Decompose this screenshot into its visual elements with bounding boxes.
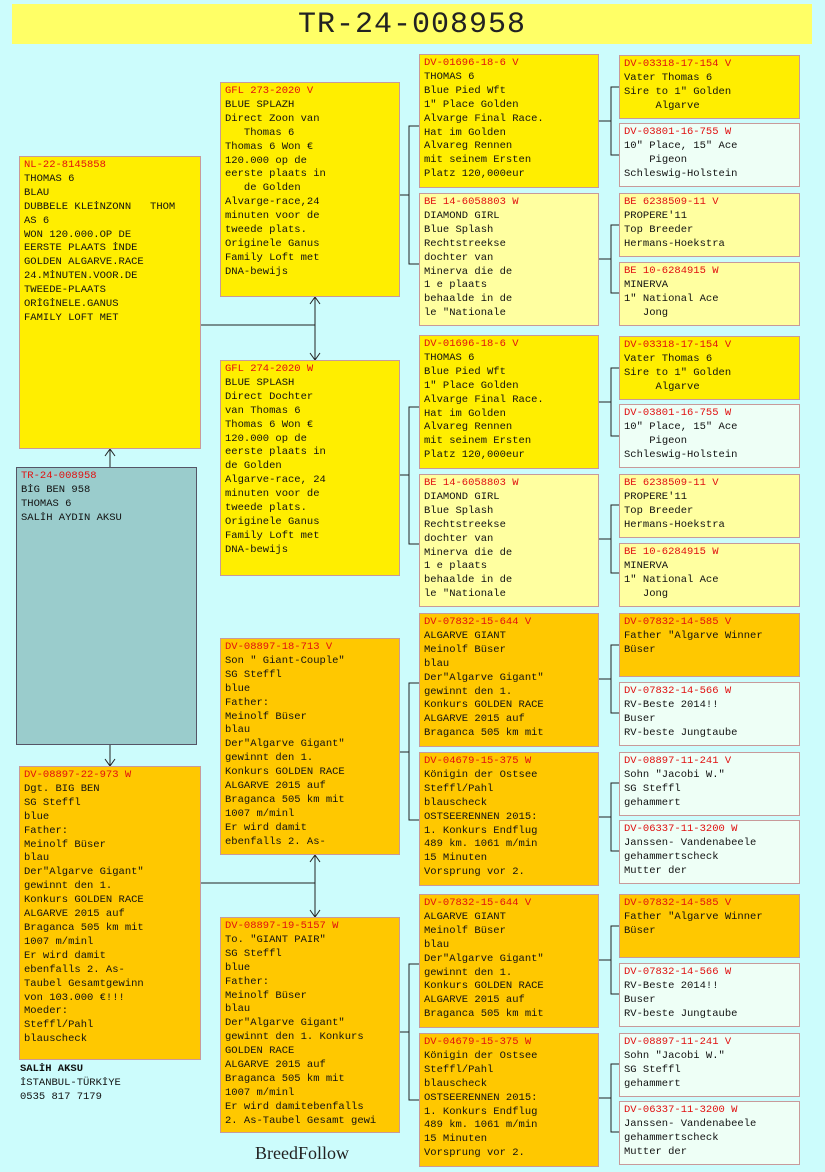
ancestor-card[interactable] [419,1033,599,1167]
ancestor-ring-number: DV-01696-18-6 V [424,57,519,69]
dam-dam-card[interactable] [220,917,400,1133]
ancestor-ring-number: DV-01696-18-6 V [424,338,519,350]
ancestor-card[interactable] [619,682,800,746]
subject-details: BİG BEN 958 THOMAS 6 SALİH AYDIN AKSU [21,483,122,524]
ancestor-ring-number: DV-04679-15-375 W [424,755,532,767]
ancestor-ring-number: DV-08897-11-241 V [624,1036,732,1048]
ancestor-ring-number: DV-06337-11-3200 W [624,823,738,835]
ancestor-details: MINERVA 1" National Ace Jong [624,559,719,600]
ancestor-card[interactable] [619,1101,800,1165]
ancestor-ring-number: DV-03318-17-154 V [624,58,732,70]
ancestor-details: Königin der Ostsee Steffl/Pahl blauscheck OSTSEERENNEN 2015: 1. Konkurs Endflug 489 km. 1061 m/min 15 Minuten Vorsprung vor 2. [424,1049,538,1160]
ancestor-details: Janssen- Vandenabeele gehammertscheck Mutter der [624,836,757,877]
sire-ring-number: NL-22-8145858 [24,159,106,171]
sire-sire-card[interactable] [220,82,400,297]
pedigree-title: TR-24-008958 [12,4,812,44]
ancestor-ring-number: DV-03801-16-755 W [624,407,732,419]
ancestor-details: Sohn "Jacobi W." SG Steffl gehammert [624,1049,725,1090]
ancestor-card[interactable] [419,474,599,607]
dam-details: Dgt. BIG BEN SG Steffl blue Father: Meinolf Büser blau Der"Algarve Gigant" gewinnt den 1. Konkurs GOLDEN RACE ALGARVE 2015 auf Braganca 505 km mit 1007 m/minl Er wird damit ebenfalls 2. As- Taubel Gesamtgewinn von 103.000 €!!! Moeder: Steffl/Pahl blauscheck [24,782,144,1046]
subject-card[interactable] [16,467,197,745]
ancestor-ring-number: BE 6238509-11 V [624,196,719,208]
dam-ring-number: DV-08897-22-973 W [24,769,132,781]
ancestor-card[interactable] [619,474,800,538]
ancestor-ring-number: DV-07832-14-566 W [624,966,732,978]
ancestor-ring-number: DV-04679-15-375 W [424,1036,532,1048]
ancestor-card[interactable] [419,54,599,188]
ancestor-card[interactable] [619,55,800,119]
ancestor-card[interactable] [619,404,800,468]
ancestor-details: Janssen- Vandenabeele gehammertscheck Mutter der [624,1117,757,1158]
dam-card[interactable] [19,766,201,1060]
ancestor-card[interactable] [419,335,599,469]
sire-dam-card[interactable] [220,360,400,576]
dam-sire-ring-number: DV-08897-18-713 V [225,641,333,653]
subject-ring-number: TR-24-008958 [21,470,97,482]
dam-sire-details: Son " Giant-Couple" SG Steffl blue Father: Meinolf Büser blau Der"Algarve Gigant" gewinnt den 1. Konkurs GOLDEN RACE ALGARVE 2015 auf Braganca 505 km mit 1007 m/minl Er wird damit ebenfalls 2. As- [225,654,345,848]
ancestor-ring-number: DV-07832-15-644 V [424,897,532,909]
ancestor-card[interactable] [619,752,800,816]
ancestor-card[interactable] [619,1033,800,1097]
dam-sire-card[interactable] [220,638,400,855]
ancestor-card[interactable] [619,123,800,187]
owner-city: İSTANBUL-TÜRKİYE [20,1077,121,1089]
ancestor-card[interactable] [419,894,599,1028]
ancestor-details: 10" Place, 15" Ace Pigeon Schleswig-Holstein [624,420,738,461]
ancestor-details: Vater Thomas 6 Sire to 1" Golden Algarve [624,71,732,112]
ancestor-details: Sohn "Jacobi W." SG Steffl gehammert [624,768,725,809]
owner-info [20,1062,121,1104]
ancestor-ring-number: BE 6238509-11 V [624,477,719,489]
ancestor-ring-number: DV-07832-14-566 W [624,685,732,697]
ancestor-details: 10" Place, 15" Ace Pigeon Schleswig-Holstein [624,139,738,180]
ancestor-card[interactable] [619,820,800,884]
ancestor-card[interactable] [619,262,800,326]
sire-sire-details: BLUE SPLAZH Direct Zoon van Thomas 6 Thomas 6 Won € 120.000 op de eerste plaats in de Golden Alvarge-race,24 minuten voor de tweede plats. Originele Ganus Family Loft met DNA-bewijs [225,98,326,278]
ancestor-details: ALGARVE GIANT Meinolf Büser blau Der"Algarve Gigant" gewinnt den 1. Konkurs GOLDEN RACE ALGARVE 2015 auf Braganca 505 km mit [424,629,544,740]
ancestor-ring-number: DV-03801-16-755 W [624,126,732,138]
ancestor-details: PROPERE'11 Top Breeder Hermans-Hoekstra [624,490,725,531]
sire-dam-details: BLUE SPLASH Direct Dochter van Thomas 6 Thomas 6 Won € 120.000 op de eerste plaats in de Golden Algarve-race, 24 minuten voor de tweede plats. Originele Ganus Family Loft met DNA-bewijs [225,376,326,556]
ancestor-card[interactable] [619,193,800,257]
ancestor-details: RV-Beste 2014!! Buser RV-beste Jungtaube [624,698,738,739]
ancestor-ring-number: DV-06337-11-3200 W [624,1104,738,1116]
ancestor-details: MINERVA 1" National Ace Jong [624,278,719,319]
ancestor-details: PROPERE'11 Top Breeder Hermans-Hoekstra [624,209,725,250]
ancestor-details: Father "Algarve Winner Büser [624,910,763,937]
sire-dam-ring-number: GFL 274-2020 W [225,363,314,375]
ancestor-ring-number: DV-07832-15-644 V [424,616,532,628]
dam-dam-ring-number: DV-08897-19-5157 W [225,920,339,932]
ancestor-details: RV-Beste 2014!! Buser RV-beste Jungtaube [624,979,738,1020]
ancestor-ring-number: BE 14-6058803 W [424,196,519,208]
sire-card[interactable] [19,156,201,449]
ancestor-ring-number: BE 14-6058803 W [424,477,519,489]
ancestor-card[interactable] [419,193,599,326]
ancestor-card[interactable] [419,752,599,886]
sire-sire-ring-number: GFL 273-2020 V [225,85,314,97]
ancestor-details: DIAMOND GIRL Blue Splash Rechtstreekse dochter van Minerva die de 1 e plaats behaalde in de le "Nationale [424,490,513,601]
ancestor-details: ALGARVE GIANT Meinolf Büser blau Der"Algarve Gigant" gewinnt den 1. Konkurs GOLDEN RACE ALGARVE 2015 auf Braganca 505 km mit [424,910,544,1021]
ancestor-details: DIAMOND GIRL Blue Splash Rechtstreekse dochter van Minerva die de 1 e plaats behaalde in de le "Nationale [424,209,513,320]
ancestor-ring-number: BE 10-6284915 W [624,265,719,277]
ancestor-ring-number: DV-07832-14-585 V [624,897,732,909]
ancestor-card[interactable] [619,894,800,958]
owner-name: SALİH AKSU [20,1063,84,1075]
ancestor-details: THOMAS 6 Blue Pied Wft 1" Place Golden Alvarge Final Race. Hat im Golden Alvareg Rennen mit seinem Ersten Platz 120,000eur [424,351,544,462]
ancestor-details: Vater Thomas 6 Sire to 1" Golden Algarve [624,352,732,393]
ancestor-card[interactable] [419,613,599,747]
ancestor-card[interactable] [619,336,800,400]
ancestor-card[interactable] [619,543,800,607]
ancestor-ring-number: DV-08897-11-241 V [624,755,732,767]
ancestor-ring-number: DV-07832-14-585 V [624,616,732,628]
ancestor-ring-number: DV-03318-17-154 V [624,339,732,351]
brand-watermark: BreedFollow [255,1143,349,1163]
ancestor-card[interactable] [619,963,800,1027]
ancestor-card[interactable] [619,613,800,677]
ancestor-details: Königin der Ostsee Steffl/Pahl blauscheck OSTSEERENNEN 2015: 1. Konkurs Endflug 489 km. 1061 m/min 15 Minuten Vorsprung vor 2. [424,768,538,879]
dam-dam-details: To. "GIANT PAIR" SG Steffl blue Father: Meinolf Büser blau Der"Algarve Gigant" gewinnt den 1. Konkurs GOLDEN RACE ALGARVE 2015 auf Braganca 505 km mit 1007 m/minl Er wird damitebenfalls 2. As-Taubel Gesamt gewi [225,933,377,1127]
ancestor-details: Father "Algarve Winner Büser [624,629,763,656]
ancestor-ring-number: BE 10-6284915 W [624,546,719,558]
sire-details: THOMAS 6 BLAU DUBBELE KLEİNZONN THOM AS 6 WON 120.000.OP DE EERSTE PLAATS İNDE GOLDEN ALGARVE.RACE 24.MİNUTEN.VOOR.DE TWEEDE-PLAATS ORİGİNELE.GANUS FAMILY LOFT MET [24,172,176,324]
owner-phone: 0535 817 7179 [20,1091,102,1103]
ancestor-details: THOMAS 6 Blue Pied Wft 1" Place Golden Alvarge Final Race. Hat im Golden Alvareg Rennen mit seinem Ersten Platz 120,000eur [424,70,544,181]
